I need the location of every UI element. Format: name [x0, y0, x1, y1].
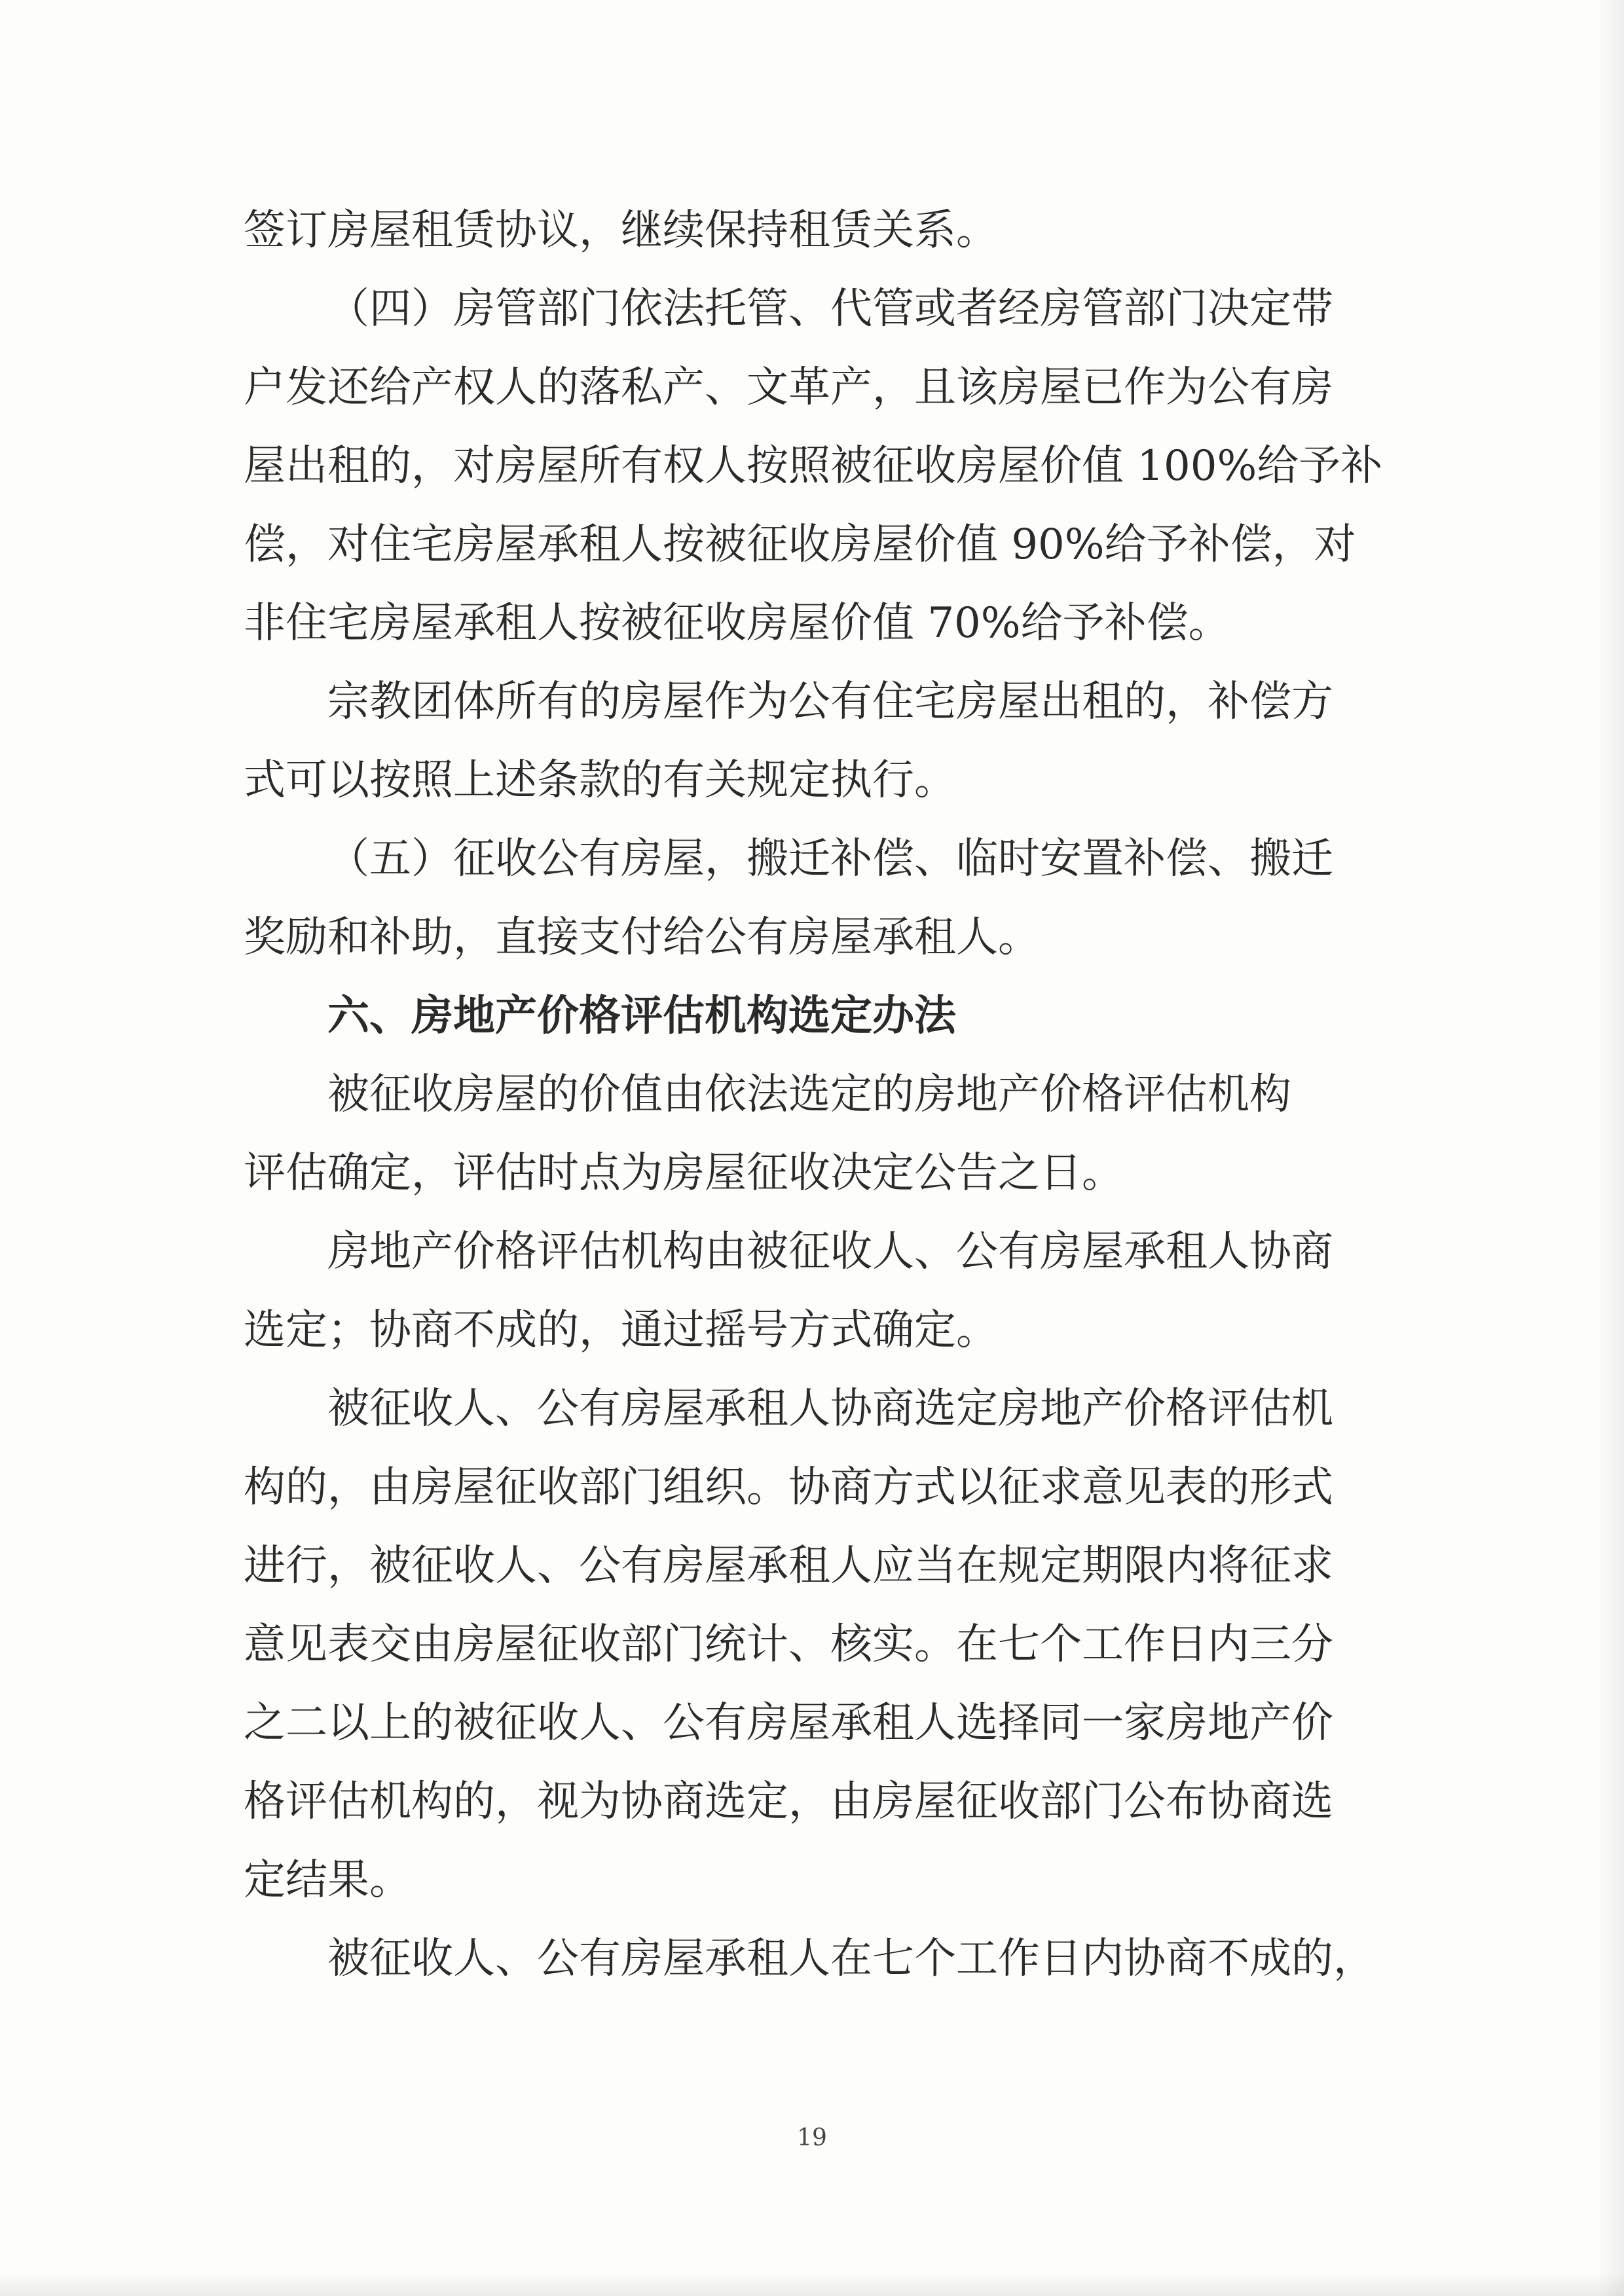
section-heading: 六、房地产价格评估机构选定办法: [327, 992, 956, 1040]
text-line: 奖励和补助，直接支付给公有房屋承租人。: [244, 913, 1040, 962]
scan-shadow-right: [1598, 0, 1624, 2296]
scan-shadow-bottom: [0, 2272, 1624, 2296]
text-line: 被征收人、公有房屋承租人协商选定房地产价格评估机: [327, 1385, 1333, 1433]
text-line: 式可以按照上述条款的有关规定执行。: [244, 756, 956, 805]
text-line: 被征收人、公有房屋承租人在七个工作日内协商不成的，: [327, 1935, 1375, 1983]
text-line: 被征收房屋的价值由依法选定的房地产价格评估机构: [327, 1070, 1291, 1119]
text-line: 偿，对住宅房屋承租人按被征收房屋价值 90%给予补偿，对: [244, 520, 1356, 569]
text-line: 屋出租的，对房屋所有权人按照被征收房屋价值 100%给予补: [244, 442, 1383, 490]
page-number: 19: [797, 2124, 827, 2151]
text-line: 格评估机构的，视为协商选定，由房屋征收部门公布协商选: [244, 1777, 1333, 1826]
text-line: 评估确定，评估时点为房屋征收决定公告之日。: [244, 1149, 1124, 1197]
text-line: 意见表交由房屋征收部门统计、核实。在七个工作日内三分: [244, 1620, 1333, 1669]
text-line: 选定；协商不成的，通过摇号方式确定。: [244, 1306, 998, 1355]
text-line: 定结果。: [244, 1856, 411, 1904]
text-line: 之二以上的被征收人、公有房屋承租人选择同一家房地产价: [244, 1699, 1333, 1747]
text-line: 房地产价格评估机构由被征收人、公有房屋承租人协商: [327, 1228, 1333, 1276]
text-line: 构的，由房屋征收部门组织。协商方式以征求意见表的形式: [244, 1463, 1333, 1512]
text-line: 非住宅房屋承租人按被征收房屋价值 70%给予补偿。: [244, 599, 1230, 647]
text-line: 宗教团体所有的房屋作为公有住宅房屋出租的，补偿方: [327, 678, 1333, 726]
text-line: 户发还给产权人的落私产、文革产，且该房屋已作为公有房: [244, 363, 1333, 412]
text-line: （五）征收公有房屋，搬迁补偿、临时安置补偿、搬迁: [327, 835, 1333, 883]
text-line: （四）房管部门依法托管、代管或者经房管部门决定带: [327, 285, 1333, 333]
text-line: 签订房屋租赁协议，继续保持租赁关系。: [244, 206, 998, 255]
text-line: 进行，被征收人、公有房屋承租人应当在规定期限内将征求: [244, 1542, 1333, 1590]
